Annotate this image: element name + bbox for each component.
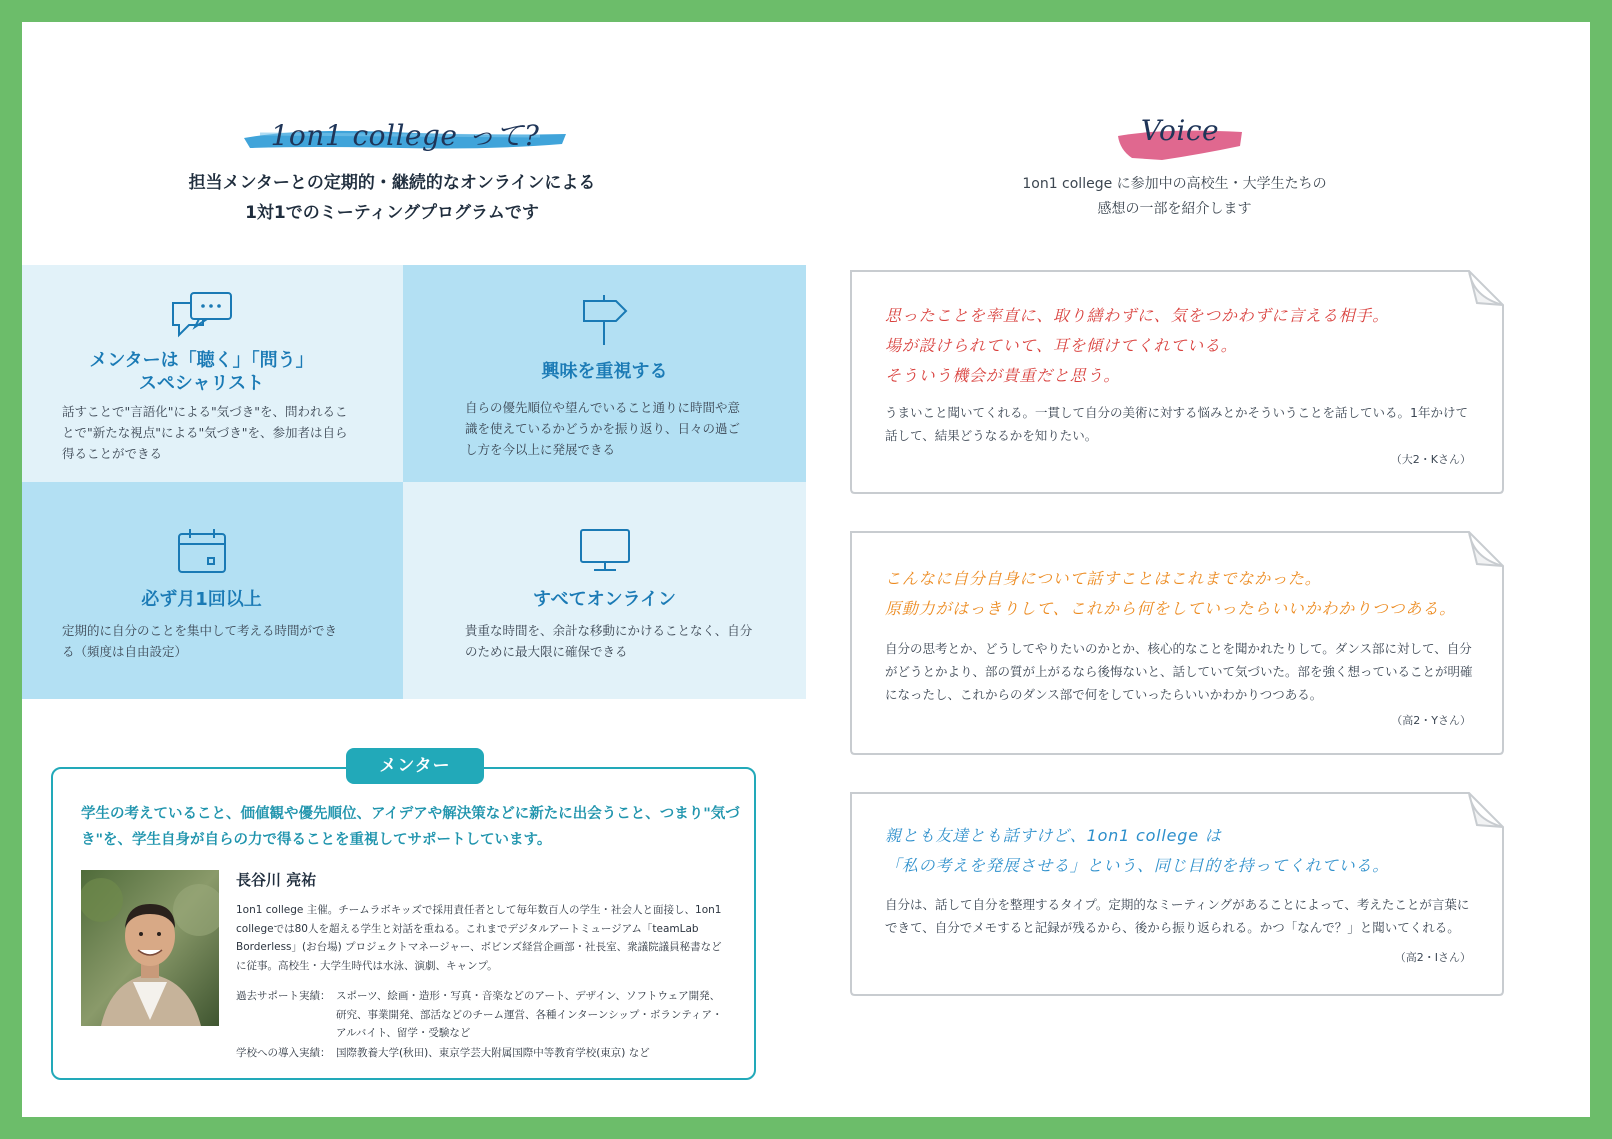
mentor-school-record: 学校への導入実績： 国際教養大学(秋田)、東京学芸大附属国際中等教育学校(東京) など	[236, 1047, 650, 1059]
voice-card-2	[847, 528, 1507, 758]
signpost-icon	[580, 293, 630, 347]
voice-card-3	[847, 789, 1507, 999]
voice-body: 自分は、話して自分を整理するタイプ。定期的なミーティングがあることによって、考えたことが言葉にできて、自分でメモすると記録が残るから、後から振り返られる。かつ「なんで？」と聞いてくれる。	[885, 897, 1470, 935]
feature-desc: 話すことで"言語化"による"気づき"を、問われることで"新たな視点"による"気づき"を、参加者は自ら得ることができる	[62, 404, 348, 461]
voice-author: （高2・Iさん）	[1394, 951, 1471, 964]
mentor-box	[51, 767, 756, 1080]
voice-body: うまいこと聞いてくれる。一貫して自分の美術に対する悩みとかそういうことを話している。1年かけて話して、結果どうなるかを知りたい。	[885, 405, 1468, 443]
mentor-portrait-image	[81, 870, 219, 1026]
calendar-icon	[176, 528, 228, 576]
feature-desc: 定期的に自分のことを集中して考える時間ができる（頻度は自由設定）	[62, 623, 338, 659]
feature-title: 必ず月1回以上	[141, 589, 262, 610]
mentor-lead: 学生の考えていること、価値観や優先順位、アイデアや解決策などに新たに出会うこと、つまり"気づき"を、学生自身が自らの力で得ることを重視してサポートしています。	[81, 806, 740, 848]
mentor-name: 長谷川 亮祐	[236, 871, 317, 889]
brochure-page	[22, 22, 1590, 1117]
chat-bubbles-icon	[169, 291, 235, 339]
voice-quote: 親とも友達とも話すけど、1on1 college は 「私の考えを発展させる」という、同じ目的を持ってくれている。	[885, 826, 1390, 875]
voice-body: 自分の思考とか、どうしてやりたいのかとか、核心的なことを聞かれたりして。ダンス部に対して、自分がどうとかより、部の質が上がるなら後悔ないと、話していて気づいた。部を強く想っていることが明確になったし、これからのダンス部で何をしていったらいいかわかりつつある。	[885, 641, 1473, 702]
monitor-icon	[579, 528, 631, 572]
feature-desc: 貴重な時間を、余計な移動にかけることなく、自分のために最大限に確保できる	[465, 623, 753, 659]
mentor-support-record: 過去サポート実績： スポーツ、絵画・造形・写真・音楽などのアート、デザイン、ソフトウェア開発、研究、事業開発、部活などのチーム運営、各種インターンシップ・ボランティア・アルバイト、留学・受験など	[236, 990, 723, 1039]
voice-quote: 思ったことを率直に、取り繕わずに、気をつかわずに言える相手。 場が設けられていて、耳を傾けてくれている。 そういう機会が貴重だと思う。	[885, 306, 1390, 385]
about-title: 1on1 college って?	[240, 114, 570, 164]
feature-monthly	[22, 482, 403, 699]
mentor-tag: メンター	[346, 748, 484, 784]
feature-listen-ask	[22, 265, 403, 482]
voice-title: Voice	[1112, 114, 1248, 164]
voice-subtitle: 1on1 college に参加中の高校生・大学生たちの 感想の一部を紹介します	[1022, 176, 1327, 217]
feature-interest	[403, 265, 806, 482]
voice-author: （大2・Kさん）	[1390, 453, 1471, 466]
voice-card-1	[847, 267, 1507, 497]
voice-quote: こんなに自分自身について話すことはこれまでなかった。 原動力がはっきりして、これから何をしていったらいいかわかりつつある。	[885, 569, 1456, 618]
feature-grid	[22, 265, 806, 699]
feature-online	[403, 482, 806, 699]
feature-desc: 自らの優先順位や望んでいること通りに時間や意識を使えているかどうかを振り返り、日々の過ごし方を今以上に発展できる	[465, 400, 741, 457]
voice-author: （高2・Yさん）	[1391, 714, 1471, 727]
feature-title: すべてオンライン	[532, 589, 677, 610]
about-lead: 担当メンターとの定期的・継続的なオンラインによる 1対1でのミーティングプログラムです	[188, 173, 596, 223]
mentor-bio: 1on1 college 主催。チームラボキッズで採用責任者として毎年数百人の学生・社会人と面接し、1on1 collegeでは80人を超える学生と対話を重ねる。これまでデジタルアートミュージアム「teamLab Borderless」(お台場) プロジェクトマネージャー、ボビンズ経営企画部・社長室、衆議院議員秘書などに従事。高校生・大学生時代は水泳、演劇、キャンプ。	[236, 904, 722, 972]
mentor-photo	[81, 870, 219, 1026]
feature-title: 興味を重視する	[541, 361, 668, 382]
feature-title: メンターは「聴く」「問う」 スペシャリスト	[89, 350, 314, 394]
